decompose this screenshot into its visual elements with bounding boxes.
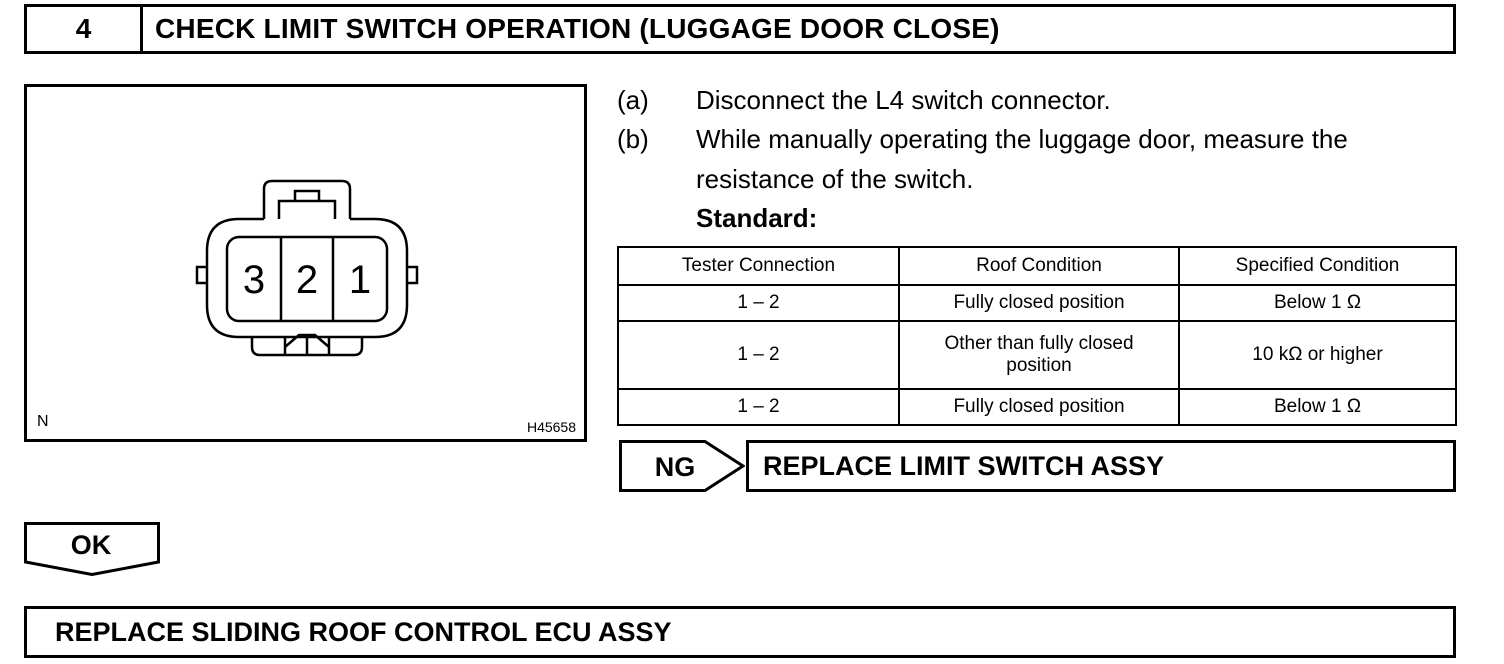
cell-connection: 1 – 2 [618,321,899,389]
instruction-a-text: Disconnect the L4 switch connector. [696,85,1111,115]
cell-specified: Below 1 Ω [1179,389,1456,425]
final-action: REPLACE SLIDING ROOF CONTROL ECU ASSY [24,606,1456,658]
cell-condition-line1: Other than fully closed [944,333,1134,354]
ng-action: REPLACE LIMIT SWITCH ASSY [746,440,1456,492]
table-header-row [618,247,1456,285]
connector-figure [24,84,587,442]
connector-diagram-icon [27,87,584,439]
ng-label: NG [654,452,696,482]
figure-corner-mark: N [37,413,49,430]
instruction-a-label: (a) [617,85,649,115]
spec-table [617,246,1457,426]
terminal-2-label: 2 [295,258,319,302]
cell-connection: 1 – 2 [618,285,899,321]
instruction-b-text-line1: While manually operating the luggage door, measure the [696,124,1348,154]
cell-condition: Fully closed position [899,389,1179,425]
cell-condition [899,321,1179,389]
cell-specified: Below 1 Ω [1179,285,1456,321]
figure-code: H45658 [526,419,576,435]
instruction-b-text-line2: resistance of the switch. [696,164,974,194]
table-row [618,285,1456,321]
terminal-3-label: 3 [242,258,266,302]
terminal-1-label: 1 [348,258,372,302]
cell-connection: 1 – 2 [618,389,899,425]
step-title: CHECK LIMIT SWITCH OPERATION (LUGGAGE DOOR CLOSE) [155,13,1000,44]
cell-condition: Fully closed position [899,285,1179,321]
col-header-specified-condition: Specified Condition [1179,247,1456,285]
table-row [618,389,1456,425]
cell-specified: 10 kΩ or higher [1179,321,1456,389]
step-number: 4 [27,7,143,51]
table-row [618,321,1456,389]
step-header [24,4,1456,54]
col-header-roof-condition: Roof Condition [899,247,1179,285]
ok-label: OK [70,530,112,560]
standard-label: Standard: [696,203,818,233]
cell-condition-line2: position [1006,355,1072,376]
col-header-tester-connection: Tester Connection [618,247,899,285]
instruction-b-label: (b) [617,124,649,154]
